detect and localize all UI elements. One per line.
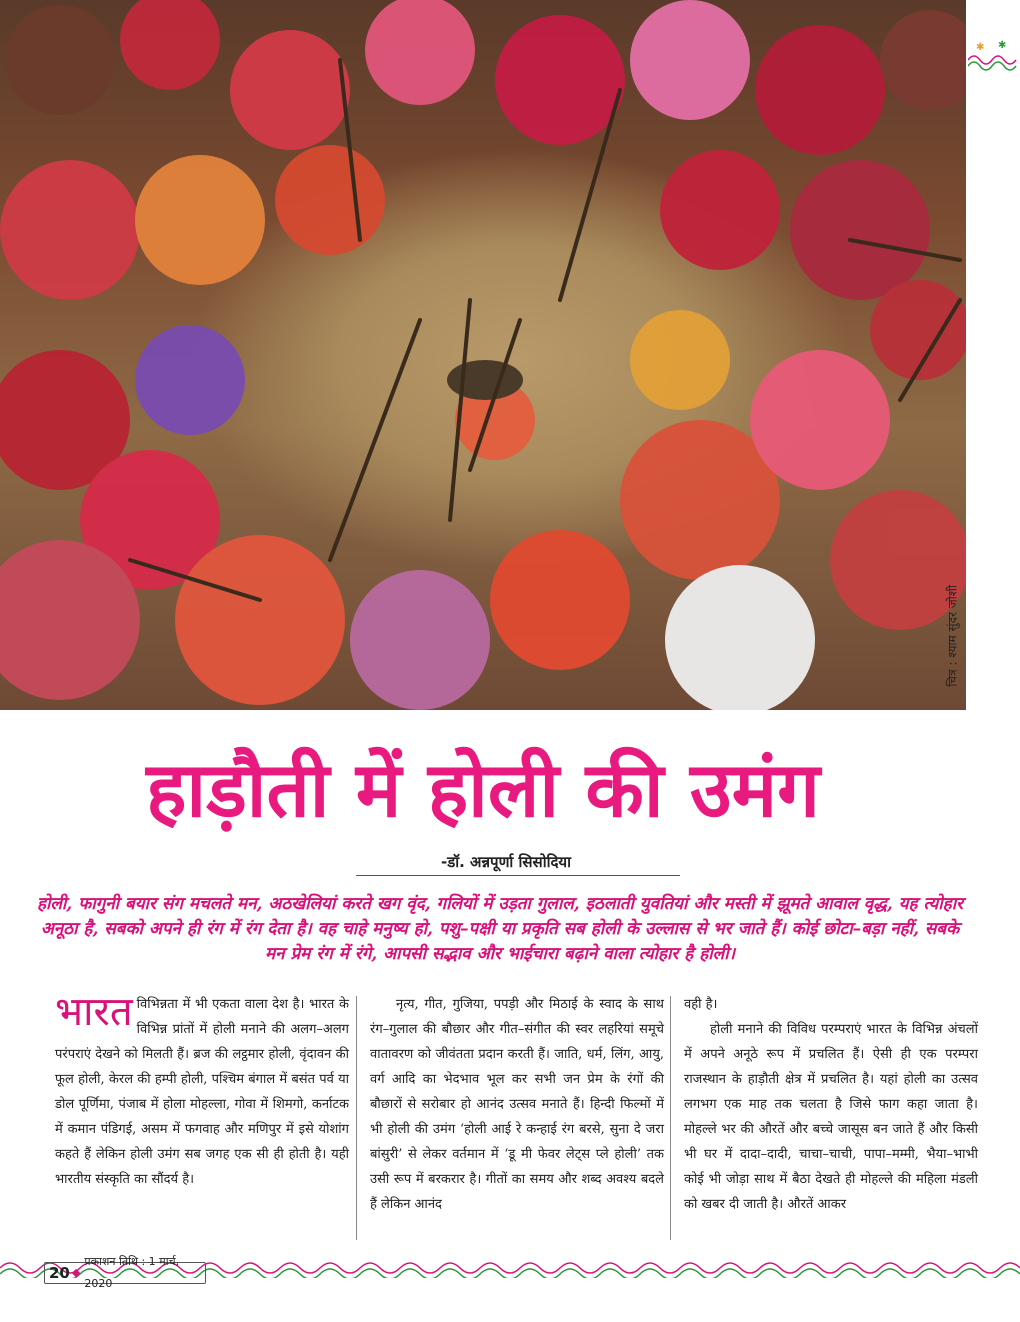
svg-text:✱: ✱ (976, 42, 985, 53)
article-title: हाड़ौती में होली की उमंग (146, 745, 820, 834)
article-intro: होली, फागुनी बयार संग मचलते मन, अठखेलियां करते खग वृंद, गलियों में उड़ता गुलाल, इठलाती युवतियां और मस्ती में झूमते आवाल वृद्ध, यह त्योहार अनूठा है, सबको अपने ही रंग में रंग देता है। वह चाहे मनुष्य हो, पशु–पक्षी या प्रकृति सब होली के उल्लास से भर जाते हैं। कोई छोटा–बड़ा नहीं, सबके मन प्रेम रंग में रंगे, आपसी सद्भाव और भाईचारा बढ़ाने वाला त्योहार है होली। (36, 894, 964, 964)
page-footer (44, 1255, 206, 1290)
photo-credit: चित्र : श्याम सुंदर जोशी (946, 585, 960, 687)
article-column-3 (684, 992, 978, 1217)
column-divider (670, 996, 671, 1240)
column-2-paragraph: नृत्य, गीत, गुजिया, पपड़ी और मिठाई के स्वाद के साथ रंग–गुलाल की बौछार और गीत–संगीत की स्वर लहरियां समूचे वातावरण को जीवंतता प्रदान करती हैं। जाति, धर्म, लिंग, आयु, वर्ग आदि का भेदभाव भूल कर सभी जन प्रेम के रंगों की बौछारों से सरोबार हो आनंद उत्सव मनाते हैं। हिन्दी फिल्मों में भी होली की उमंग ‘होली आई रे कन्हाई रंग बरसे, सुना दे जरा बांसुरी’ से लेकर वर्तमान में ‘डू मी फेवर लेट्स प्ले होली’ तक उसी रूप में बरकरार है। गीतों का समय और शब्द अवश्य बदले हैं लेकिन आनंद (370, 997, 664, 1212)
article-column-2 (370, 992, 664, 1217)
page-number: 20 (49, 1264, 70, 1282)
publication-date: प्रकाशन तिथि : 1 मार्च, 2020 (84, 1255, 180, 1290)
column-divider (356, 996, 357, 1240)
svg-text:✱: ✱ (998, 40, 1007, 51)
article-byline: -डॉ. अन्नपूर्णा सिसोदिया (440, 853, 572, 871)
floral-border-top-icon (968, 36, 1020, 72)
column-3-paragraph-2: होली मनाने की विविध परम्पराएं भारत के विभिन्न अंचलों में अपने अनूठे रूप में प्रचलित हैं। ऐसी ही एक परम्परा राजस्थान के हाड़ौती क्षेत्र में प्रचलित है। यहां होली का उत्सव लगभग एक माह तक चलता है जिसे फाग कहा जाता है। मोहल्ले भर की औरतें और बच्चे जासूस बन जाते हैं और किसी भी घर में दादा–दादी, चाचा–चाची, पापा–मम्मी, भैया–भाभी कोई भी जोड़ा साथ में बैठा देखते ही मोहल्ले की महिला मंडली को खबर दी जाती है। औरतें आकर (684, 1022, 978, 1212)
column-1-paragraph (55, 989, 349, 1192)
column-1-text: विभिन्नता में भी एकता वाला देश है। भारत के विभिन्न प्रांतों में होली मनाने की अलग–अलग परंपराएं देखने को मिलती हैं। ब्रज की लट्ठमार होली, वृंदावन की फूल होली, केरल की हम्पी होली, पश्चिम बंगाल में बसंत पर्व या डोल पूर्णिमा, पंजाब में होला मोहल्ला, गोवा में शिमगो, कर्नाटक में कमान पंडिगई, असम में फगवाह और मणिपुर में इसे योशांग कहते हैं लेकिन होली उमंग सब जगह एक सी ही होती है। यही भारतीय संस्कृति का सौंदर्य है। (55, 997, 349, 1187)
footer-ornament-icon: ◆ (71, 1266, 81, 1279)
byline-divider (356, 875, 680, 876)
drop-cap: भारत (55, 989, 133, 1035)
column-3-paragraph-1: वही है। (684, 997, 718, 1012)
article-column-1 (55, 989, 349, 1192)
